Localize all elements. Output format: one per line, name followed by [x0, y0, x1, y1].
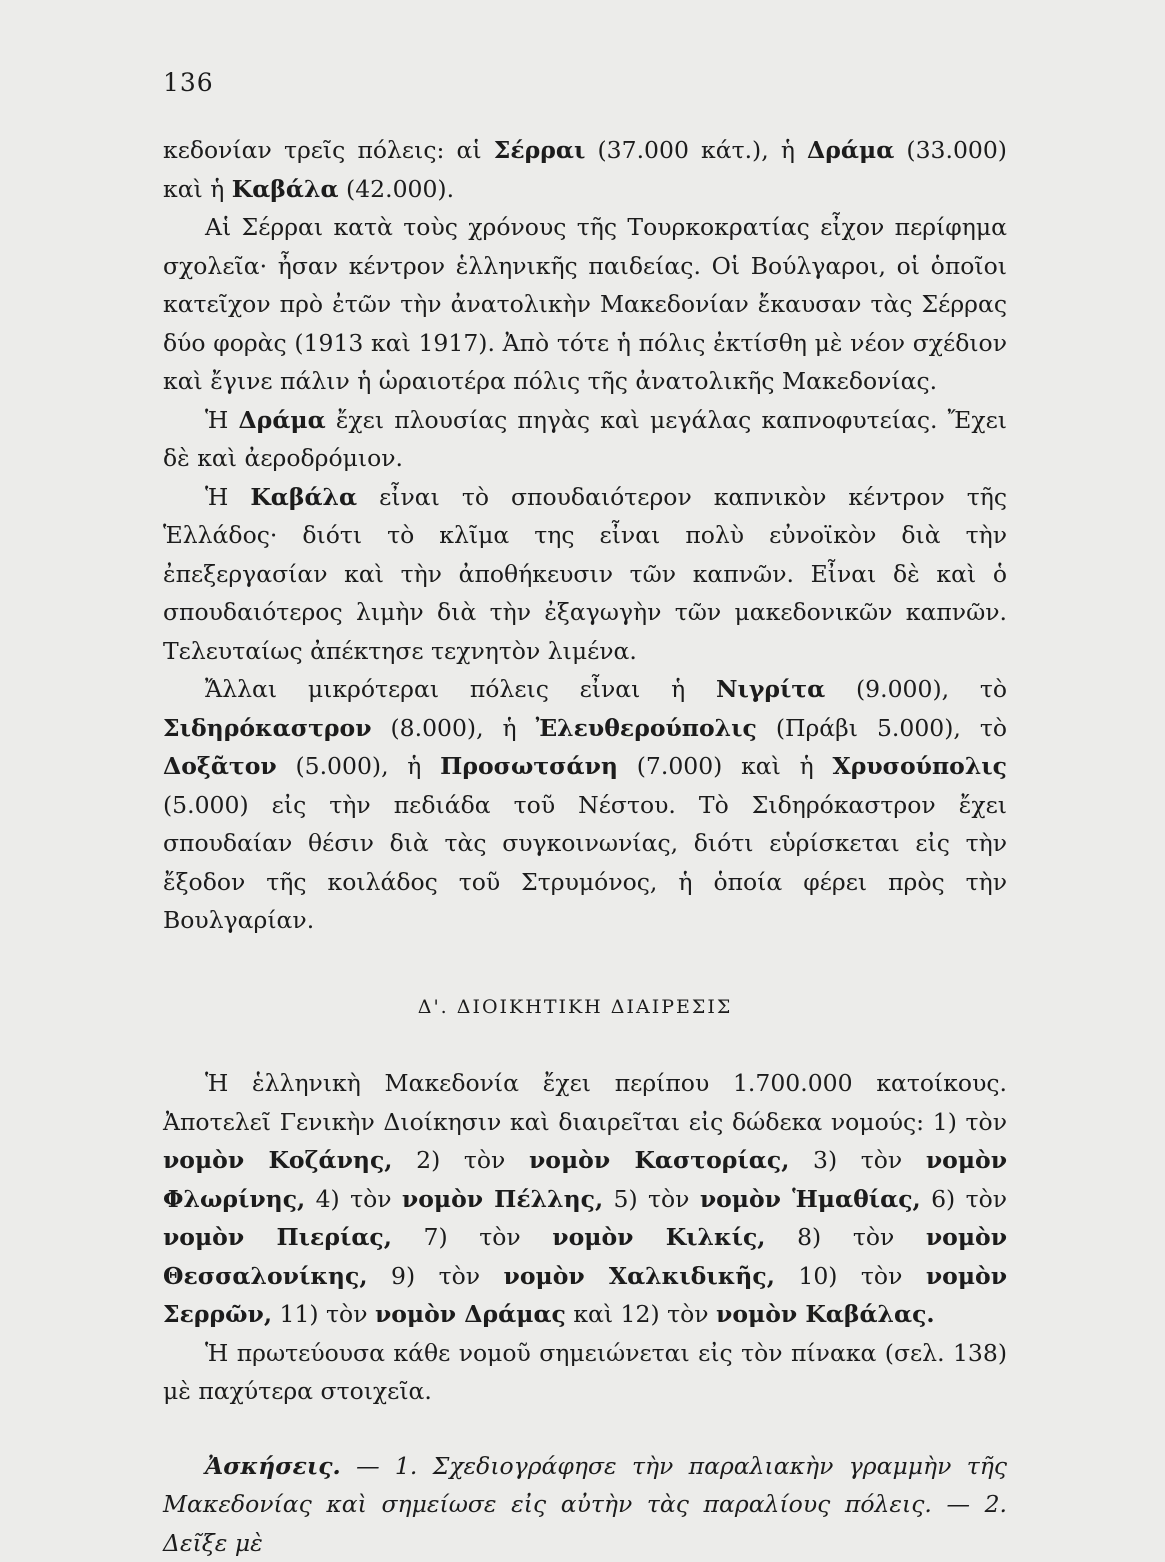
- bold-term: Καβάλα: [232, 175, 339, 203]
- paragraph: [163, 401, 1007, 478]
- exercises-label: Ἀσκήσεις.: [205, 1452, 341, 1480]
- bold-term: Χρυσούπολις: [832, 752, 1007, 780]
- bold-term: Δοξᾶτον: [163, 752, 277, 780]
- text-run: (33.000) καὶ ἡ: [163, 136, 1007, 203]
- paragraph: [163, 478, 1007, 671]
- bold-term: Καβάλα: [250, 483, 357, 511]
- text-run: καὶ 12) τὸν: [566, 1300, 716, 1328]
- text-run: (9.000), τὸ: [825, 675, 1007, 703]
- bold-term: νομὸν Πέλλης,: [402, 1185, 603, 1213]
- bold-term: νομὸν Δράμας: [375, 1300, 566, 1328]
- bold-term: Σέρραι: [494, 136, 586, 164]
- text-run: (42.000).: [339, 175, 455, 203]
- text-run: Ἡ πρωτεύουσα κάθε νομοῦ σημειώνεται εἰς τὸν πίνακα (σελ. 138) μὲ παχύτερα στοιχεῖα.: [163, 1339, 1007, 1406]
- bold-term: Προσωτσάνη: [440, 752, 618, 780]
- text-run: 3) τὸν: [789, 1146, 925, 1174]
- bold-term: νομὸν Κιλκίς,: [552, 1223, 765, 1251]
- paragraph: [163, 131, 1007, 208]
- text-run: 5) τὸν: [603, 1185, 700, 1213]
- text-run: Ἡ: [205, 406, 238, 434]
- bold-term: νομὸν Ἡμαθίας,: [700, 1185, 921, 1213]
- bold-term: Δράμα: [238, 406, 325, 434]
- text-run: (5.000) εἰς τὴν πεδιάδα τοῦ Νέστου. Τὸ Σιδηρόκαστρον ἔχει σπουδαίαν θέσιν διὰ τὰς συγκοινωνίας, διότι εὑρίσκεται εἰς τὴν ἔξοδον τῆς κοιλάδος τοῦ Στρυμόνος, ἡ ὁποία φέρει πρὸς τὴν Βουλγαρίαν.: [163, 791, 1007, 935]
- text-run: Ἡ: [205, 483, 250, 511]
- section-heading: Δ'. ΔΙΟΙΚΗΤΙΚΗ ΔΙΑΙΡΕΣΙΣ: [163, 988, 1007, 1027]
- paragraph: [163, 1064, 1007, 1334]
- text-run: (5.000), ἡ: [277, 752, 440, 780]
- paragraph: [163, 1334, 1007, 1411]
- bold-term: νομὸν Χαλκιδικῆς,: [504, 1262, 775, 1290]
- text-run: εἶναι τὸ σπουδαιότερον καπνικὸν κέντρον τῆς Ἑλλάδος· διότι τὸ κλῖμα της εἶναι πολὺ εὐνοϊκὸν διὰ τὴν ἐπεξεργασίαν καὶ τὴν ἀποθήκευσιν τῶν καπνῶν. Εἶναι δὲ καὶ ὁ σπουδαιότερος λιμὴν διὰ τὴν ἐξαγωγὴν τῶν μακεδονικῶν καπνῶν. Τελευταίως ἀπέκτησε τεχνητὸν λιμένα.: [163, 483, 1007, 665]
- section-administration: [163, 1064, 1007, 1411]
- text-run: (8.000), ἡ: [372, 714, 536, 742]
- body-text: [163, 131, 1007, 1562]
- bold-term: νομὸν Κοζάνης,: [163, 1146, 393, 1174]
- bold-term: νομὸν Σερρῶν,: [163, 1262, 1007, 1329]
- page-number: 136: [163, 68, 1007, 97]
- bold-term: νομὸν Καβάλας.: [716, 1300, 935, 1328]
- text-run: Αἱ Σέρραι κατὰ τοὺς χρόνους τῆς Τουρκοκρατίας εἶχον περίφημα σχολεῖα· ἦσαν κέντρον ἑλληνικῆς παιδείας. Οἱ Βούλγαροι, οἱ ὁποῖοι κατεῖχον πρὸ ἐτῶν τὴν ἀνατολικὴν Μακεδονίαν ἔκαυσαν τὰς Σέρρας δύο φορὰς (1913 καὶ 1917). Ἀπὸ τότε ἡ πόλις ἐκτίσθη μὲ νέον σχέδιον καὶ ἔγινε πάλιν ἡ ὡραιοτέρα πόλις τῆς ἀνατολικῆς Μακεδονίας.: [163, 213, 1007, 395]
- bold-term: νομὸν Φλωρίνης,: [163, 1146, 1007, 1213]
- paragraph: [163, 670, 1007, 940]
- section-cities: [163, 131, 1007, 940]
- text-run: ἔχει πλουσίας πηγὰς καὶ μεγάλας καπνοφυτείας. Ἔχει δὲ καὶ ἀεροδρόμιον.: [163, 406, 1007, 473]
- text-run: (Πράβι 5.000), τὸ: [757, 714, 1007, 742]
- text-run: 2) τὸν: [393, 1146, 529, 1174]
- text-run: 6) τὸν: [921, 1185, 1007, 1213]
- text-run: 7) τὸν: [392, 1223, 552, 1251]
- text-run: 10) τὸν: [775, 1262, 926, 1290]
- exercises-text: — 1. Σχεδιογράφησε τὴν παραλιακὴν γραμμὴν τῆς Μακεδονίας καὶ σημείωσε εἰς αὐτὴν τὰς παραλίους πόλεις. — 2. Δεῖξε μὲ: [163, 1452, 1007, 1557]
- bold-term: Νιγρίτα: [716, 675, 825, 703]
- bold-term: Δράμα: [807, 136, 894, 164]
- text-run: Ἡ ἑλληνικὴ Μακεδονία ἔχει περίπου 1.700.000 κατοίκους. Ἀποτελεῖ Γενικὴν Διοίκησιν καὶ διαιρεῖται εἰς δώδεκα νομούς: 1) τὸν: [163, 1069, 1007, 1136]
- bold-term: νομὸν Πιερίας,: [163, 1223, 392, 1251]
- text-run: 11) τὸν: [272, 1300, 375, 1328]
- text-run: 9) τὸν: [368, 1262, 504, 1290]
- text-run: Ἄλλαι μικρότεραι πόλεις εἶναι ἡ: [205, 675, 716, 703]
- text-run: 4) τὸν: [305, 1185, 402, 1213]
- text-run: κεδονίαν τρεῖς πόλεις: αἱ: [163, 136, 494, 164]
- text-run: (7.000) καὶ ἡ: [618, 752, 833, 780]
- bold-term: Ἐλευθερούπολις: [536, 714, 757, 742]
- bold-term: νομὸν Καστορίας,: [529, 1146, 789, 1174]
- text-run: (37.000 κάτ.), ἡ: [585, 136, 807, 164]
- bold-term: νομὸν Θεσσαλονίκης,: [163, 1223, 1007, 1290]
- bold-term: Σιδηρόκαστρον: [163, 714, 372, 742]
- exercises-paragraph: [163, 1447, 1007, 1562]
- paragraph: [163, 208, 1007, 401]
- text-run: 8) τὸν: [766, 1223, 926, 1251]
